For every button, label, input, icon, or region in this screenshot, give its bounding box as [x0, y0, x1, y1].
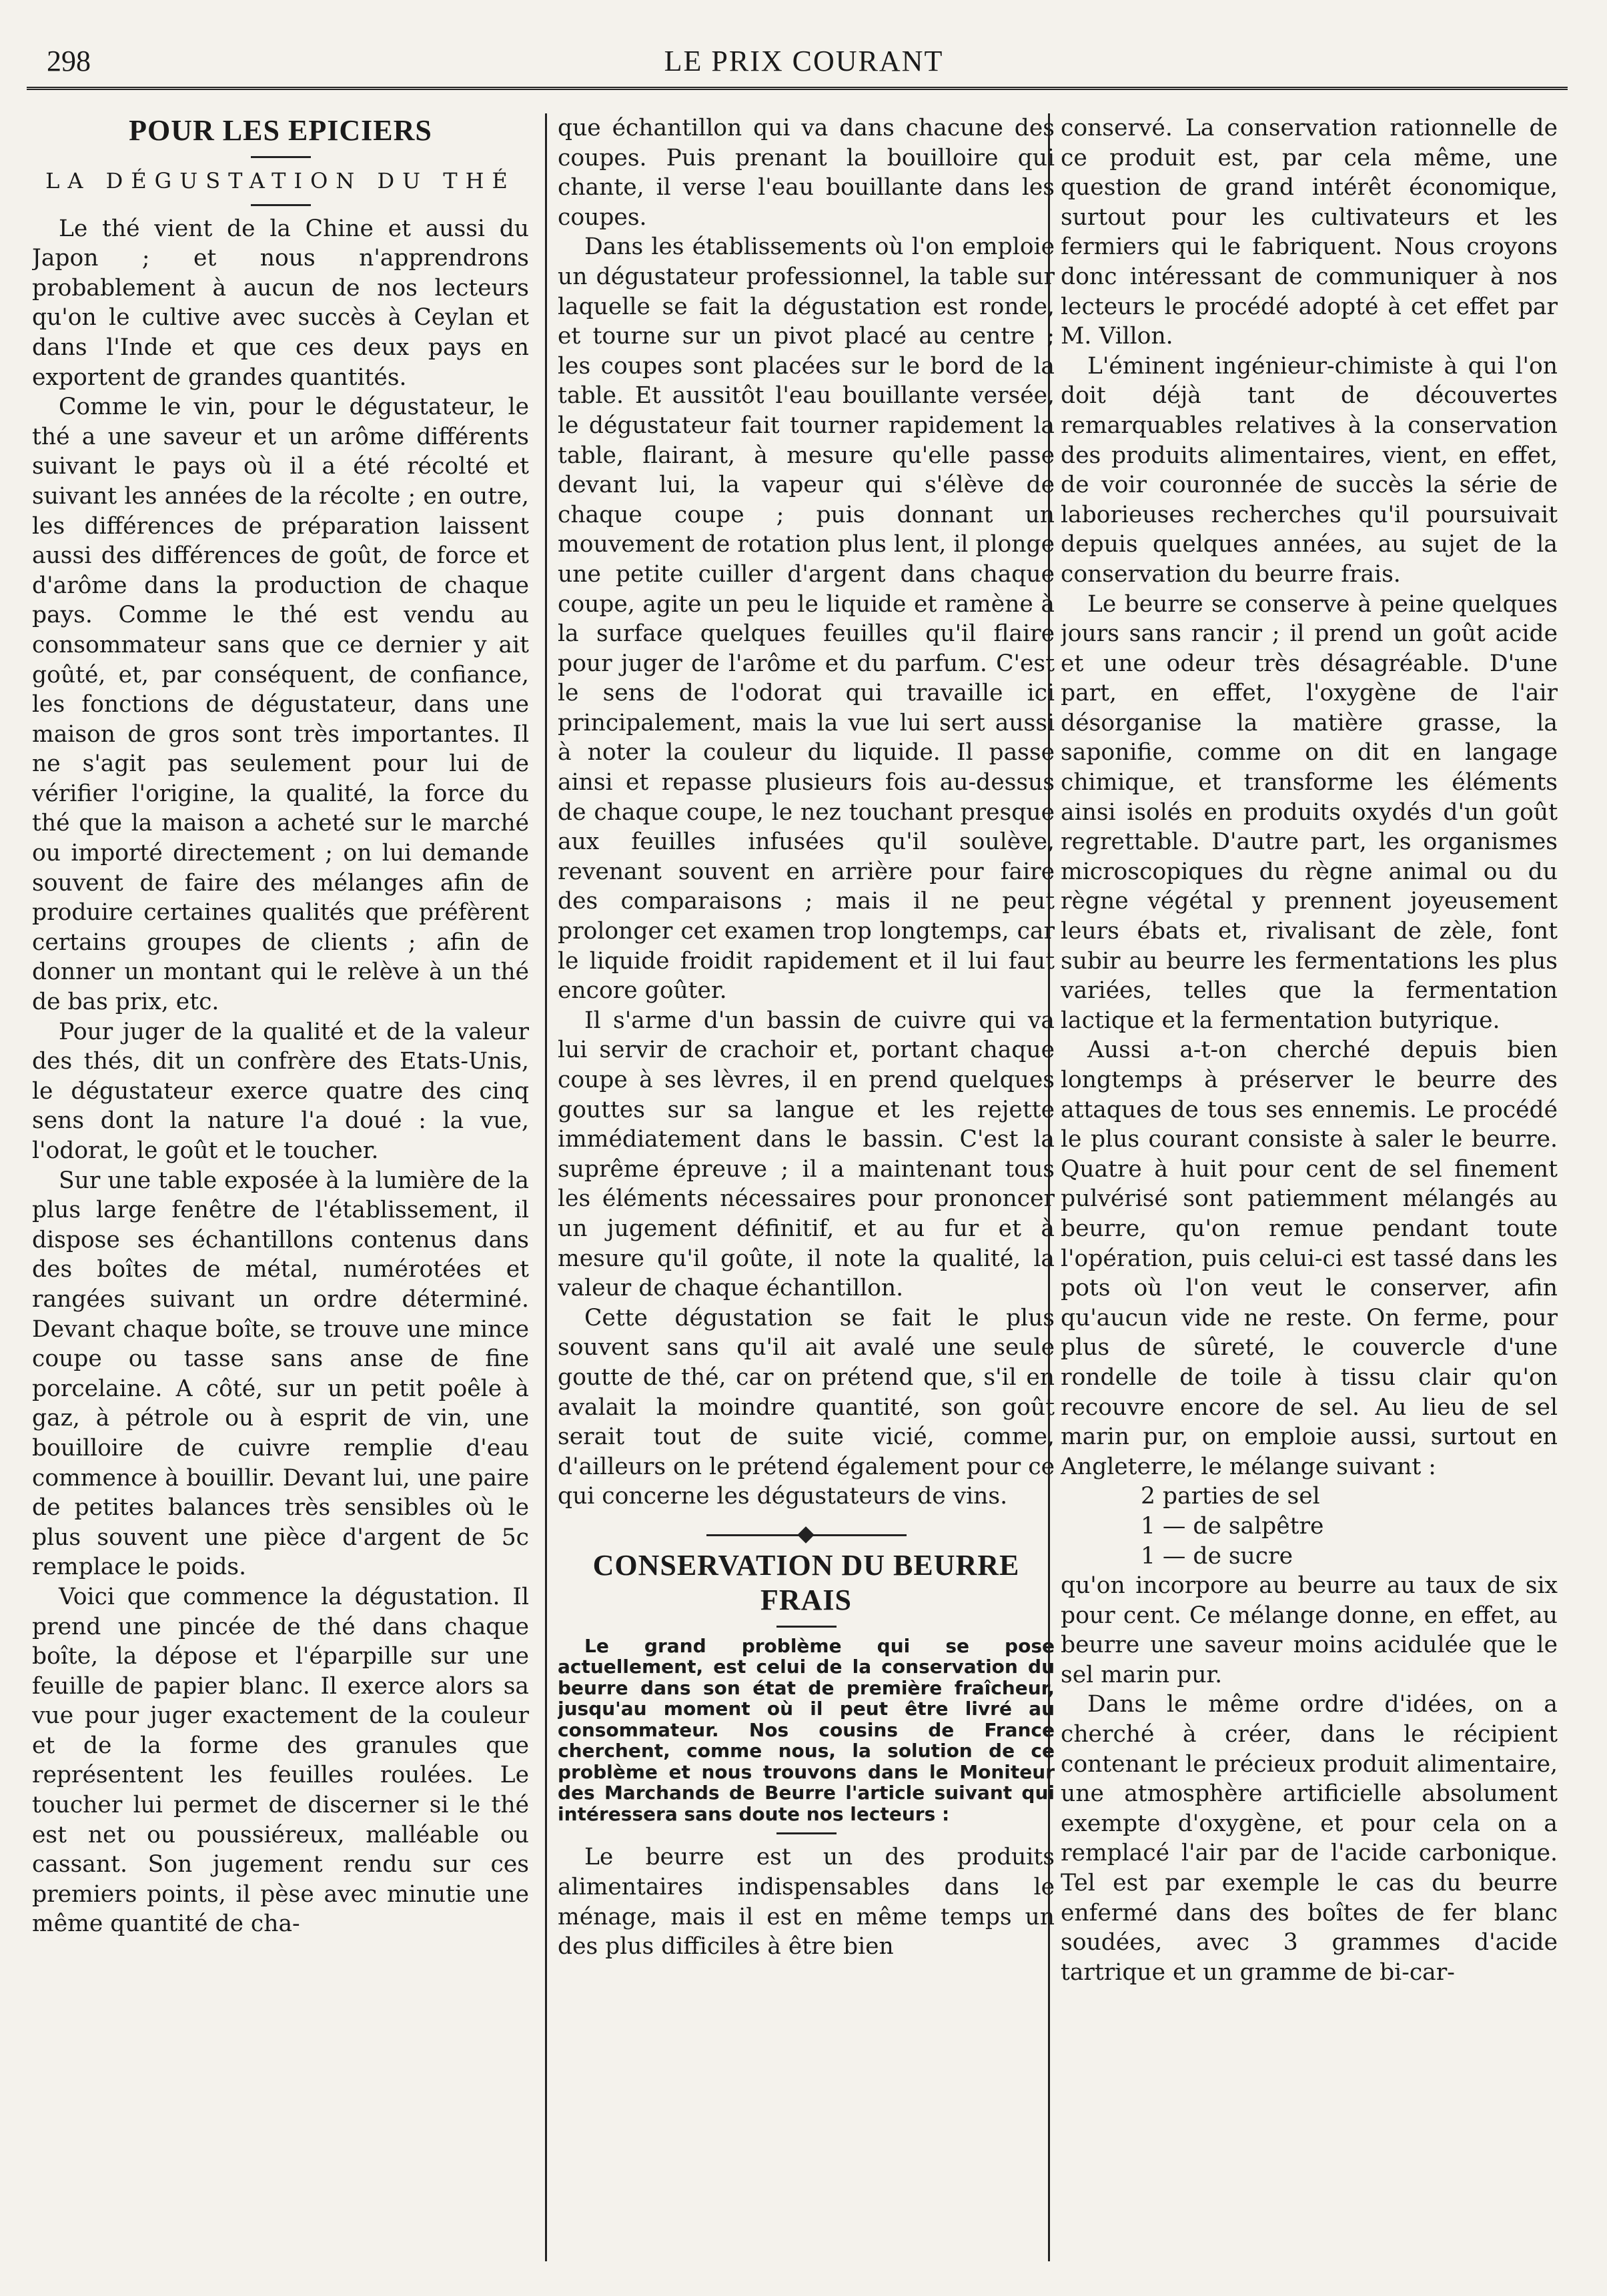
- paragraph: conservé. La conservation rationnelle de ce produit est, par cela même, une question de grand intérêt économique, surtout pour les cultivateurs et les fermiers qui le fabriquent. Nous croyons donc intéressant de communiquer à nos lecteurs le procédé adopté à cet effet par M. Villon.: [1061, 115, 1558, 350]
- recipe-line: 1 — de salpêtre: [1141, 1512, 1324, 1540]
- divider-ornament: [797, 1526, 814, 1543]
- article-subtitle: LA DÉGUSTATION DU THÉ: [45, 168, 516, 193]
- paragraph: Le beurre se conserve à peine quelques jours sans rancir ; il prend un goût acide et une odeur très désagréable. D'une part, en effet, l'oxygène de l'air désorganise la matière grasse, la saponifie, comme on dit en langage chimique, et transforme les éléments ainsi isolés en produits oxydés d'un goût regrettable. D'autre part, les organismes microscopiques du règne animal ou du règne végétal y prennent joyeusement leurs ébats et, rivalisant de zèle, font subir au beurre les fermentations les plus variées, telles que la fermentation lactique et la fermentation butyrique.: [1061, 590, 1558, 1034]
- column-3: [1061, 113, 1558, 2261]
- paragraph: Le beurre est un des produits alimentaires indispensables dans le ménage, mais il est en même temps un des plus difficiles à être bien: [558, 1844, 1055, 1960]
- paragraph: L'éminent ingénieur-chimiste à qui l'on doit déjà tant de découvertes remarquables relatives à la conservation des produits alimentaires, vient, en effet, de voir couronnée de succès la série de laborieuses recherches qu'il poursuivait depuis quelques années, au sujet de la conservation du beurre frais.: [1061, 352, 1558, 588]
- paragraph: Comme le vin, pour le dégustateur, le thé a une saveur et un arôme différents suivant le pays où il a été récolté et suivant les années de la récolte ; en outre, les différences de préparation laissent aussi des différences de goût, de force et d'arôme dans la production de chaque pays. Comme le thé est vendu au consommateur sans que ce dernier y ait goûté, et, par conséquent, de confiance, les fonctions de dégustateur, dans une maison de gros sont très importantes. Il ne s'agit pas seulement pour lui de vérifier l'origine, la qualité, la force du thé que la maison a acheté sur le marché ou importé directement ; on lui demande souvent de faire des mélanges afin de produire certaines qualités que préfèrent certains groupes de clients ; afin de donner un montant qui le relève à un thé de bas prix, etc.: [32, 394, 529, 1016]
- paragraph: Voici que commence la dégustation. Il prend une pincée de thé dans chaque boîte, la dépose et l'éparpille sur une feuille de papier blanc. Il exerce alors sa vue pour juger exactement de la couleur et de la forme des granules que représentent les feuilles roulées. Le toucher lui permet de discerner si le thé est net ou poussiéreux, malléable ou cassant. Son jugement rendu sur ces premiers points, il pèse avec minutie une même quantité de cha-: [32, 1583, 529, 1938]
- intro-rule: [776, 1832, 837, 1834]
- masthead-rule: [27, 87, 1568, 90]
- title-rule: [776, 1626, 837, 1628]
- paragraph: Aussi a-t-on cherché depuis bien longtemps à préserver le beurre des attaques de tous ses ennemis. Le procédé le plus courant consiste à saler le beurre. Quatre à huit pour cent de sel finement pulvérisé sont patiemment mélangés au beurre, qu'on remue pendant toute l'opération, puis celui-ci est tassé dans les pots où l'on veut le conserver, afin qu'aucun vide ne reste. On ferme, pour plus de sûreté, le couvercle d'une rondelle de toile à tissu clair qu'on recouvre encore de sel. Au lieu de sel marin pur, on emploie aussi, surtout en Angleterre, le mélange suivant :: [1061, 1037, 1558, 1480]
- article-title: POUR LES EPICIERS: [129, 114, 432, 147]
- article-title: CONSERVATION DU BEURRE FRAIS: [592, 1548, 1020, 1616]
- title-rule: [251, 156, 311, 158]
- paragraph: Sur une table exposée à la lumière de la plus large fenêtre de l'établissement, il dispose ses échantillons contenus dans des boîtes de métal, numérotées et rangées suivant un ordre déterminé. Devant chaque boîte, se trouve une mince coupe ou tasse sans anse de fine porcelaine. A côté, sur un petit poêle à gaz, à pétrole ou à esprit de vin, une bouilloire de cuivre remplie d'eau commence à bouillir. Devant lui, une paire de petites balances très sensibles où le plus souvent une pièce d'argent de 5c remplace le poids.: [32, 1167, 529, 1581]
- paragraph: qu'on incorpore au beurre au taux de six pour cent. Ce mélange donne, en effet, au beurre une saveur moins acidulée que le sel marin pur.: [1061, 1572, 1558, 1688]
- paragraph: Cette dégustation se fait le plus souvent sans qu'il ait avalé une seule goutte de thé, car on prétend que, s'il en avalait la moindre quantité, son goût serait tout de suite vicié, comme, d'ailleurs on le prétend également pour ce qui concerne les dégustateurs de vins.: [558, 1304, 1055, 1510]
- paragraph: que échantillon qui va dans chacune des coupes. Puis prenant la bouilloire qui chante, il verse l'eau bouillante dans les coupes.: [558, 115, 1055, 231]
- paragraph: Il s'arme d'un bassin de cuivre qui va lui servir de crachoir et, portant chaque coupe à ses lèvres, il en prend quelques gouttes sur sa langue et les rejette immédiatement dans le bassin. C'est la suprême épreuve ; il a maintenant tous les éléments nécessaires pour prononcer un jugement définitif, et au fur et à mesure qu'il goûte, il note la qualité, la valeur de chaque échantillon.: [558, 1007, 1055, 1302]
- article-intro: [558, 1636, 1055, 1825]
- section-divider: [706, 1534, 907, 1536]
- paragraph: Dans les établissements où l'on emploie un dégustateur professionnel, la table sur laquelle se fait la dégustation est ronde, et tourne sur un pivot placé au centre ; les coupes sont placées sur le bord de la table. Et aussitôt l'eau bouillante versée, le dégustateur fait tourner rapidement la table, flairant, à mesure qu'elle passe devant lui, la vapeur qui s'élève de chaque coupe ; puis donnant un mouvement de rotation plus lent, il plonge une petite cuiller d'argent dans chaque coupe, agite un peu le liquide et ramène à la surface quelques feuilles qu'il flaire pour juger de l'arôme et du parfum. C'est le sens de l'odorat qui travaille ici principalement, mais la vue lui sert aussi à noter la couleur du liquide. Il passe ainsi et repasse plusieurs fois au-dessus de chaque coupe, le nez touchant presque aux feuilles infusées qu'il soulève, revenant souvent en arrière pour faire des comparaisons ; mais il ne peut prolonger cet examen trop longtemps, car le liquide froidit rapidement et il lui faut encore goûter.: [558, 233, 1055, 1005]
- page-number: 298: [47, 45, 91, 77]
- column-1: [32, 113, 529, 2261]
- subtitle-rule: [251, 204, 311, 206]
- recipe-line: 1 — de sucre: [1141, 1542, 1293, 1570]
- paragraph: Le thé vient de la Chine et aussi du Japon ; et nous n'apprendrons probablement à aucun de nos lecteurs qu'on le cultive avec succès à Ceylan et dans l'Inde et que ces deux pays en exportent de grandes quantités.: [32, 215, 529, 391]
- intro-paragraph: Le grand problème qui se pose actuellement, est celui de la conservation du beurre dans son état de première fraîcheur, jusqu'au moment où il peut être livré au consommateur. Nos cousins de France cherchent, comme nous, la solution de ce problème et nous trouvons dans le Moniteur des Marchands de Beurre l'article suivant qui intéressera sans doute nos lecteurs :: [558, 1634, 1055, 1825]
- paragraph: Dans le même ordre d'idées, on a cherché à créer, dans le récipient contenant le précieux produit alimentaire, une atmosphère artificielle absolument exempte d'oxygène, et pour cela on a remplacé l'air par de l'acide carbonique. Tel est par exemple le cas du beurre enfermé dans des boîtes de fer blanc soudées, avec 3 grammes d'acide tartrique et un gramme de bi-car-: [1061, 1691, 1558, 1986]
- column-rule: [545, 113, 547, 2261]
- running-title: LE PRIX COURANT: [664, 45, 944, 77]
- column-2: [558, 113, 1055, 2261]
- recipe-list: [1141, 1482, 1558, 1571]
- masthead: [27, 40, 1581, 87]
- paragraph: Pour juger de la qualité et de la valeur des thés, dit un confrère des Etats-Unis, le dégustateur exerce quatre des cinq sens dont la nature l'a doué : la vue, l'odorat, le goût et le toucher.: [32, 1018, 529, 1164]
- recipe-line: 2 parties de sel: [1141, 1483, 1320, 1510]
